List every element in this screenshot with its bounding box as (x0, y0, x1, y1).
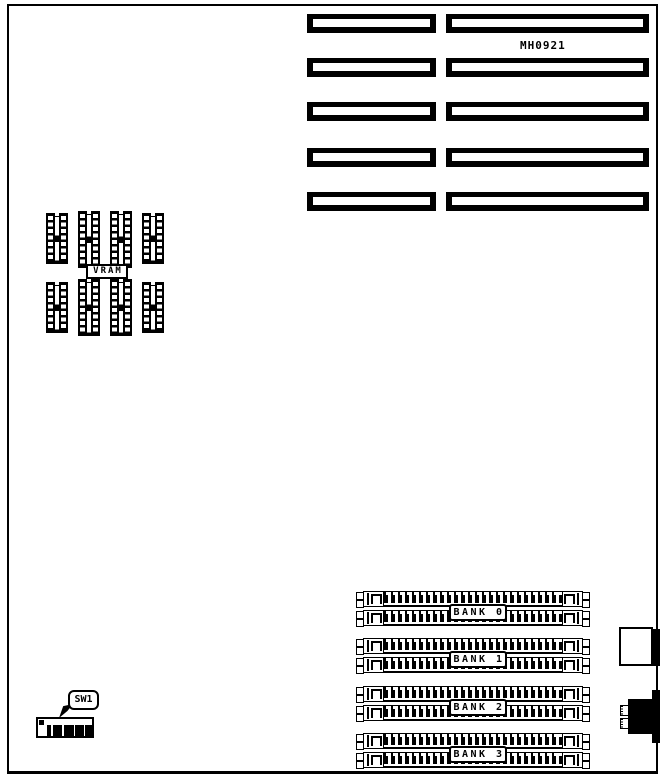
simm-latch-left (364, 706, 384, 720)
simm-latch-right (562, 592, 582, 606)
simm-tab (356, 666, 364, 674)
simm-tab (582, 611, 590, 619)
simm-latch-left (364, 592, 384, 606)
simm-tab (356, 647, 364, 655)
vram-chip (46, 282, 68, 333)
simm-latch-right (562, 611, 582, 625)
simm-tab (356, 600, 364, 608)
dip-switch-sw1 (36, 717, 94, 738)
dip-switch-block (53, 725, 62, 736)
simm-latch-left (364, 611, 384, 625)
simm-latch-left (364, 687, 384, 701)
simm-tab (356, 619, 364, 627)
simm-tab (356, 658, 364, 666)
simm-latch-left (364, 753, 384, 767)
bank-label: BANK 1 (449, 651, 507, 668)
dip-switch-pin1-marker (39, 720, 44, 725)
expansion-slot (307, 58, 436, 77)
simm-tab (356, 695, 364, 703)
expansion-slot (446, 148, 649, 167)
simm-tab (356, 742, 364, 750)
simm-latch-right (562, 734, 582, 748)
expansion-slot (307, 148, 436, 167)
bank-label: BANK 2 (449, 699, 507, 716)
vram-label: VRAM (86, 264, 128, 279)
simm-tab (582, 706, 590, 714)
simm-latch-right (562, 687, 582, 701)
simm-tab (582, 714, 590, 722)
simm-tab (582, 734, 590, 742)
simm-tab (582, 753, 590, 761)
keyboard-connector (619, 627, 653, 666)
simm-tab (356, 753, 364, 761)
din-connector-step-bottom (652, 734, 660, 743)
dip-switch-block (47, 725, 51, 736)
sw1-label-bubble: SW1 (68, 690, 99, 710)
simm-tab (356, 687, 364, 695)
simm-tab (582, 695, 590, 703)
vram-chip (78, 211, 100, 268)
simm-tab (582, 666, 590, 674)
simm-latch-right (562, 658, 582, 672)
din-connector-step-top (652, 690, 660, 699)
board-part-number: MH0921 (520, 39, 566, 52)
dip-switch-block (75, 725, 84, 736)
expansion-slot (307, 102, 436, 121)
vram-chip (110, 211, 132, 268)
expansion-slot (307, 14, 436, 33)
simm-latch-left (364, 658, 384, 672)
expansion-slot (307, 192, 436, 211)
din-connector-pins (620, 718, 629, 729)
simm-tab (582, 619, 590, 627)
simm-tab (582, 639, 590, 647)
simm-tab (582, 742, 590, 750)
simm-tab (356, 706, 364, 714)
simm-tab (582, 647, 590, 655)
vram-chip (142, 282, 164, 333)
vram-chip (142, 213, 164, 264)
dip-switch-block (85, 725, 92, 736)
vram-chip (78, 279, 100, 336)
simm-tab (582, 600, 590, 608)
simm-tab (356, 611, 364, 619)
simm-tab (582, 687, 590, 695)
simm-tab (582, 592, 590, 600)
expansion-slot (446, 192, 649, 211)
simm-tab (356, 761, 364, 769)
simm-tab (582, 658, 590, 666)
simm-tab (356, 639, 364, 647)
simm-latch-right (562, 639, 582, 653)
simm-latch-right (562, 706, 582, 720)
simm-tab (582, 761, 590, 769)
vram-chip (46, 213, 68, 264)
simm-latch-left (364, 734, 384, 748)
simm-tab (356, 734, 364, 742)
din-connector-pins (620, 705, 629, 716)
expansion-slot (446, 102, 649, 121)
bank-label: BANK 0 (449, 604, 507, 621)
simm-tab (356, 592, 364, 600)
expansion-slot (446, 14, 649, 33)
simm-latch-right (562, 753, 582, 767)
expansion-slot (446, 58, 649, 77)
dip-switch-block (64, 725, 74, 736)
din-connector-body (628, 699, 660, 734)
vram-chip (110, 279, 132, 336)
bank-label: BANK 3 (449, 746, 507, 763)
simm-latch-left (364, 639, 384, 653)
simm-tab (356, 714, 364, 722)
